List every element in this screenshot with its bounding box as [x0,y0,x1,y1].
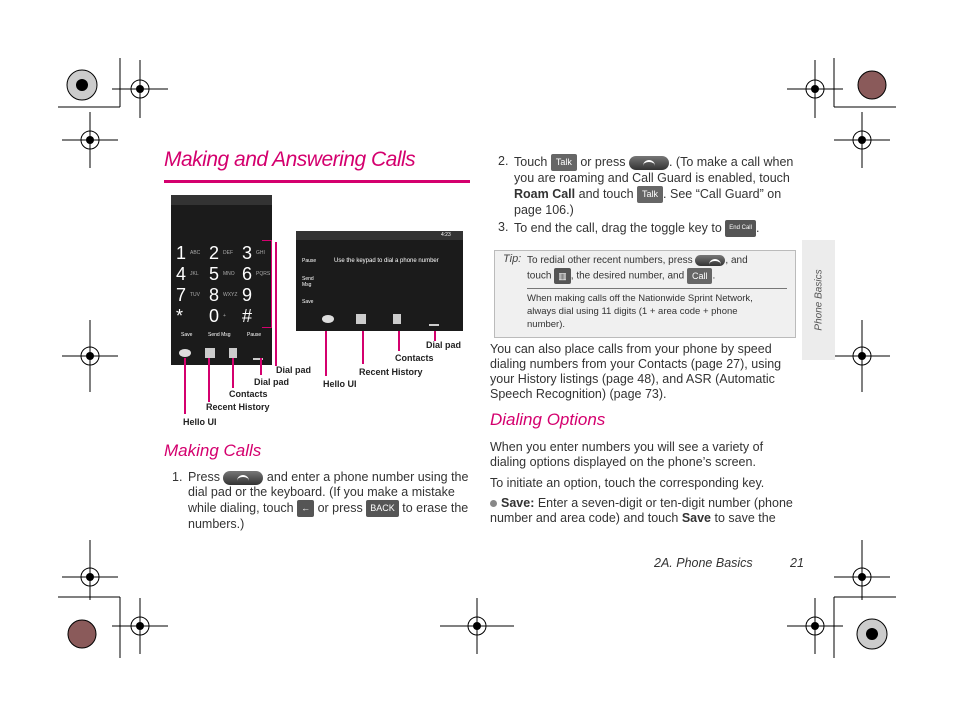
back-key: BACK [366,500,399,517]
step-number: 3. [498,220,509,234]
leader-line [398,331,400,351]
key-letters-3: DEF [223,250,233,256]
soft-save: Save [181,332,193,338]
send-key-icon [629,156,669,170]
key-letters-8: TUV [190,292,200,298]
recent-history-icon: ▥ [554,268,571,284]
bullet-icon [490,500,497,507]
key-letters-7: PQRS [256,271,271,277]
key-hash: # [242,306,253,326]
step-number: 2. [498,154,509,168]
step-number: 1. [172,470,183,484]
recent-history-icon [356,314,366,324]
dialing-options-heading: Dialing Options [490,410,606,429]
footer-section: 2A. Phone Basics [654,556,753,570]
menu-send-msg: Send Msg [302,276,314,288]
phone-dialpad-screenshot [171,195,272,365]
caption-recent-history: Recent History [206,402,270,412]
caption-contacts: Contacts [395,353,434,363]
key-letters-2: ABC [190,250,201,256]
section-title: Making and Answering Calls [164,148,416,171]
delete-key-icon: ← [297,500,314,517]
caption-hello-ui: Hello UI [323,379,357,389]
hello-ui-icon [179,349,191,357]
making-calls-heading: Making Calls [164,441,262,460]
key-6: 6 [242,264,253,284]
tip-note: When making calls off the Nationwide Sprint Network, always dial using 11 digits (1 + area code + phone number). [527,293,753,330]
key-1: 1 [176,243,187,263]
status-time: 4:23 [441,232,451,238]
leader-line [208,358,210,402]
key-letters-5: JKL [190,271,199,277]
key-letters-0: + [223,313,226,319]
send-key-icon [223,471,263,485]
key-star: * [176,306,184,326]
dial-prompt: Use the keypad to dial a phone number [334,258,439,264]
tip-text: To redial other recent numbers, press , and touch ▥ , the desired number, and Call . [527,254,793,284]
key-2: 2 [209,243,220,263]
key-letters-9: WXYZ [223,292,238,298]
key-letters-4: GHI [256,250,265,256]
caption-contacts: Contacts [229,389,268,399]
leader-line [275,242,277,366]
tip-label: Tip: [503,253,522,265]
contacts-icon [229,348,237,358]
talk-button: Talk [637,186,663,203]
end-call-key: End Call [725,220,756,237]
send-key-icon [695,255,725,266]
menu-pause: Pause [302,258,317,264]
step3-text: To end the call, drag the toggle key to End Call . [514,220,798,237]
tip-divider [527,288,787,289]
key-5: 5 [209,264,220,284]
key-7: 7 [176,285,187,305]
soft-pause: Pause [247,332,262,338]
leader-line [325,331,327,376]
dialpad-icon [429,314,439,326]
call-button: Call [687,268,713,284]
dialing-para1: When you enter numbers you will see a variety of dialing options displayed on the phone’s screen. [490,440,764,469]
tip-box [494,250,796,338]
recent-history-icon [205,348,215,358]
key-0: 0 [209,306,220,326]
caption-recent-history: Recent History [359,367,423,377]
step1-text: Press and enter a phone number using the dial pad or the keyboard. (If you make a mistake while dialing, touch ← or press BACK to erase the numbers.) [188,470,469,531]
dialing-para2: To initiate an option, touch the corresponding key. [490,476,765,490]
step2-text: Touch Talk or press . (To make a call when you are roaming and Call Guard is enabled, touch Roam Call and touch Talk . See “Call Guard” on page 106.) [514,154,794,217]
body-paragraph: You can also place calls from your phone by speed dialing numbers from your Contacts (page 27), using your History listings (page 48), and ASR (Automatic Speech Recognition) (page 73). [490,342,782,401]
leader-line [362,331,364,364]
key-8: 8 [209,285,220,305]
key-4: 4 [176,264,187,284]
dialpad-bracket [262,240,272,328]
caption-dial-pad: Dial pad [254,377,290,387]
caption-dial-pad: Dial pad [276,365,312,375]
leader-line [184,358,186,414]
menu-save: Save [302,299,314,305]
caption-hello-ui: Hello UI [183,417,217,427]
side-tab: Phone Basics [802,240,835,360]
phone-landscape-screenshot [296,231,463,331]
hello-ui-icon [322,315,334,323]
talk-button: Talk [551,154,577,171]
title-rule [164,180,470,183]
key-9: 9 [242,285,253,305]
leader-line [260,358,262,375]
leader-line [232,358,234,388]
footer-page-number: 21 [790,556,804,570]
contacts-icon [393,314,401,324]
key-letters-6: MNO [223,271,235,277]
save-bullet: Save: Enter a seven-digit or ten-digit number (phone number and area code) and touch Save to save the [490,496,793,525]
soft-send-msg: Send Msg [208,332,231,338]
key-3: 3 [242,243,253,263]
caption-dial-pad: Dial pad [426,340,462,350]
